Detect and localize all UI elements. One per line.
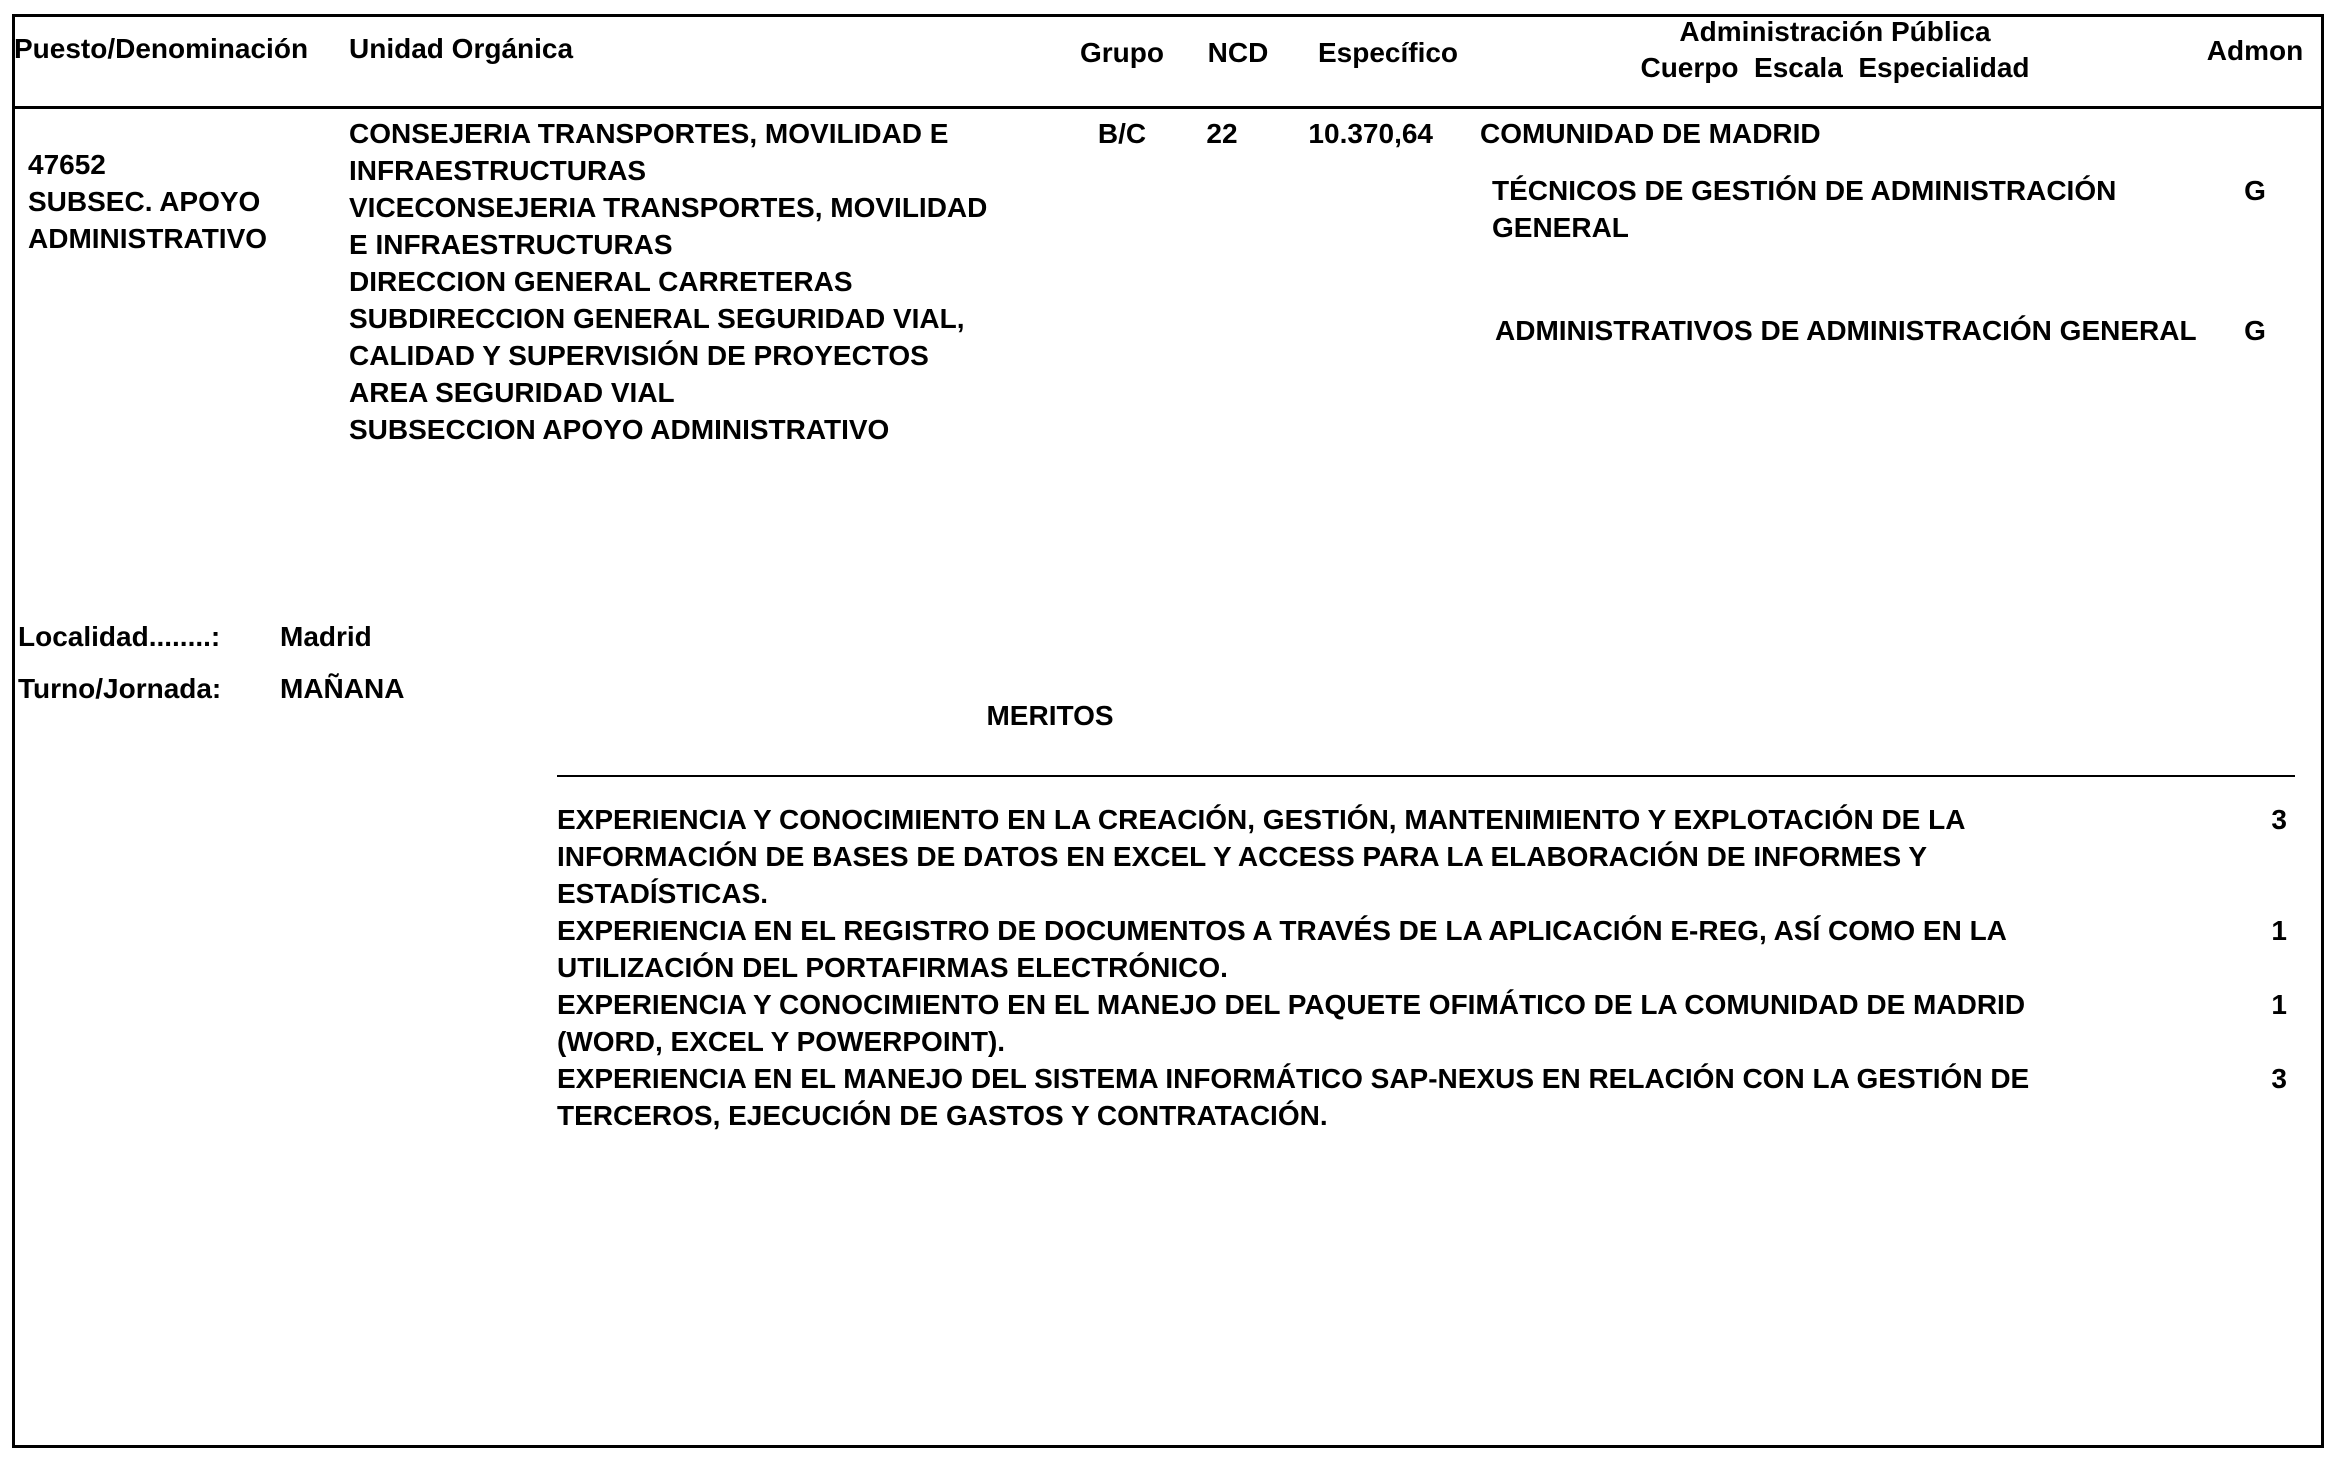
column-header-admin-line2: Cuerpo Escala Especialidad: [1640, 52, 2030, 83]
meritos-title: MERITOS: [986, 700, 1114, 731]
header-divider-line: [12, 106, 2324, 109]
meritos-divider-line: [557, 775, 2295, 777]
especifico-value: 10.370,64: [1308, 118, 1433, 149]
cuerpo-name: ADMINISTRATIVOS DE ADMINISTRACIÓN GENERAL: [1495, 315, 2197, 346]
cuerpo-row: [1495, 312, 2270, 349]
meritos-list: [557, 801, 2287, 1134]
unidad-organica-line: AREA SEGURIDAD VIAL: [349, 377, 675, 408]
merit-points: 1: [2271, 989, 2287, 1020]
unidad-organica-line: SUBSECCION APOYO ADMINISTRATIVO: [349, 414, 890, 445]
cuerpo-admon-value: G: [2244, 315, 2266, 346]
merit-text: EXPERIENCIA Y CONOCIMIENTO EN EL MANEJO DEL PAQUETE OFIMÁTICO DE LA COMUNIDAD DE MADRID (WORD, EXCEL Y POWERPOINT).: [557, 989, 2026, 1057]
merit-points: 3: [2271, 1063, 2287, 1094]
unidad-organica-list: [349, 115, 1009, 448]
administracion-publica-value: COMUNIDAD DE MADRID: [1480, 118, 1821, 149]
merit-points: 3: [2271, 804, 2287, 835]
cuerpo-row: [1492, 172, 2270, 246]
column-header-administracion-publica: [1600, 14, 2070, 86]
column-header-unidad-organica: Unidad Orgánica: [349, 33, 574, 64]
unidad-organica-line: SUBDIRECCION GENERAL SEGURIDAD VIAL, CALIDAD Y SUPERVISIÓN DE PROYECTOS: [349, 303, 965, 371]
merit-item: [557, 1060, 2287, 1134]
ncd-value: 22: [1206, 118, 1238, 149]
turno-jornada-value: MAÑANA: [280, 673, 405, 704]
merit-text: EXPERIENCIA Y CONOCIMIENTO EN LA CREACIÓN, GESTIÓN, MANTENIMIENTO Y EXPLOTACIÓN DE LA INFORMACIÓN DE BASES DE DATOS EN EXCEL Y ACCESS PARA LA ELABORACIÓN DE INFORMES Y ESTADÍSTICAS.: [557, 804, 1965, 909]
unidad-organica-line: VICECONSEJERIA TRANSPORTES, MOVILIDAD E INFRAESTRUCTURAS: [349, 192, 988, 260]
unidad-organica-line: CONSEJERIA TRANSPORTES, MOVILIDAD E INFRAESTRUCTURAS: [349, 118, 949, 186]
merit-item: [557, 801, 2287, 912]
merit-text: EXPERIENCIA EN EL REGISTRO DE DOCUMENTOS A TRAVÉS DE LA APLICACIÓN E-REG, ASÍ COMO EN LA UTILIZACIÓN DEL PORTAFIRMAS ELECTRÓNICO.: [557, 915, 2006, 983]
column-header-grupo: Grupo: [1080, 37, 1164, 68]
puesto-code: 47652: [28, 149, 106, 180]
cuerpo-admon-value: G: [2244, 175, 2266, 206]
localidad-value: Madrid: [280, 621, 372, 652]
localidad-label: Localidad........:: [18, 621, 221, 652]
column-header-ncd: NCD: [1207, 37, 1269, 68]
cuerpo-name: TÉCNICOS DE GESTIÓN DE ADMINISTRACIÓN GENERAL: [1492, 175, 2117, 243]
turno-jornada-label: Turno/Jornada:: [18, 673, 222, 704]
merit-points: 1: [2271, 915, 2287, 946]
unidad-organica-line: DIRECCION GENERAL CARRETERAS: [349, 266, 853, 297]
column-header-especifico: Específico: [1317, 37, 1459, 68]
grupo-value: B/C: [1097, 118, 1147, 149]
merit-item: [557, 912, 2287, 986]
merit-item: [557, 986, 2287, 1060]
puesto-denominacion: SUBSEC. APOYO ADMINISTRATIVO: [28, 186, 268, 254]
column-header-admin-line1: Administración Pública: [1679, 16, 1991, 47]
column-header-puesto-denominacion: Puesto/Denominación: [14, 33, 309, 64]
column-header-admon: Admon: [2206, 35, 2304, 66]
merit-text: EXPERIENCIA EN EL MANEJO DEL SISTEMA INFORMÁTICO SAP-NEXUS EN RELACIÓN CON LA GESTIÓN DE TERCEROS, EJECUCIÓN DE GASTOS Y CONTRATACIÓN.: [557, 1063, 2030, 1131]
